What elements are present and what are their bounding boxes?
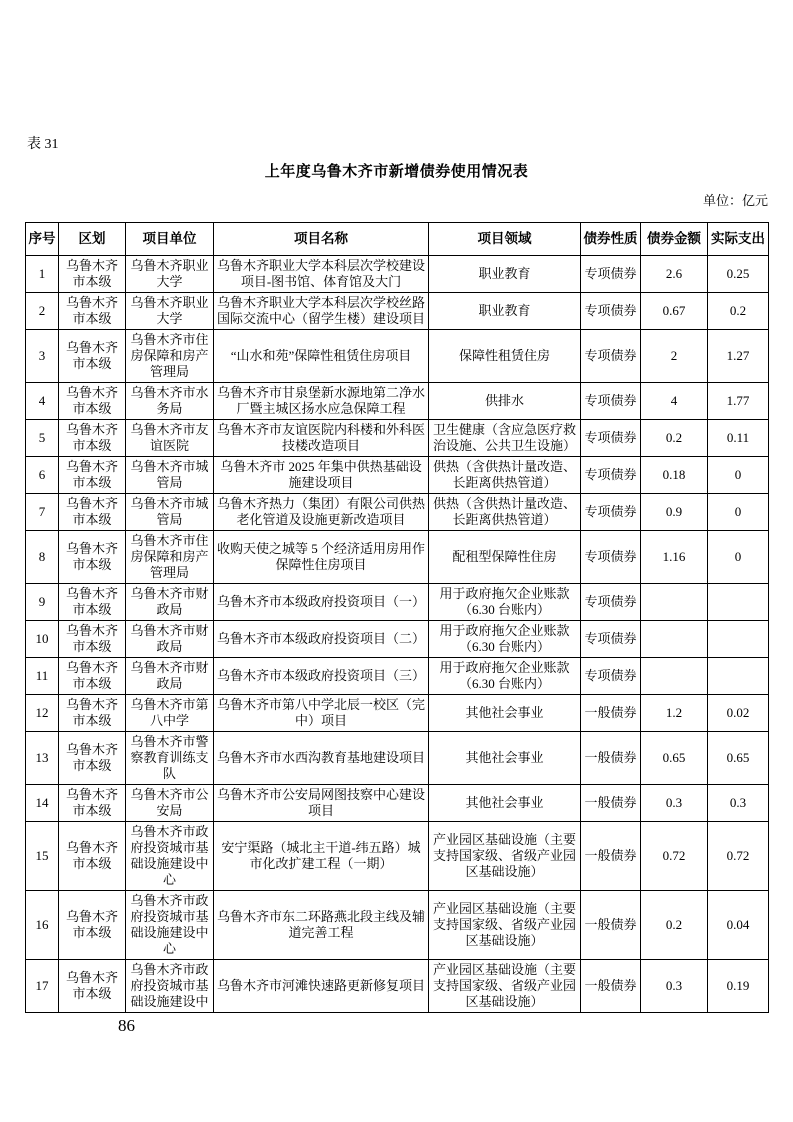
table-cell: 产业园区基础设施（主要支持国家级、省级产业园区基础设施）	[429, 891, 581, 960]
column-header: 项目领域	[429, 223, 581, 256]
table-cell: 配租型保障性住房	[429, 531, 581, 584]
table-cell: 17	[26, 960, 59, 1013]
table-cell: 4	[26, 383, 59, 420]
table-cell: 供热（含供热计量改造、长距离供热管道）	[429, 457, 581, 494]
table-cell: 2.6	[641, 256, 708, 293]
table-row	[26, 621, 769, 658]
table-cell: 乌鲁木齐市财政局	[126, 621, 214, 658]
table-cell: 保障性租赁住房	[429, 330, 581, 383]
table-cell: 乌鲁木齐市政府投资城市基础设施建设中心	[126, 822, 214, 891]
table-cell: 0.18	[641, 457, 708, 494]
column-header: 债券金额	[641, 223, 708, 256]
table-cell: 乌鲁木齐市政府投资城市基础设施建设中心	[126, 891, 214, 960]
column-header: 项目单位	[126, 223, 214, 256]
table-cell: 收购天使之城等 5 个经济适用房用作保障性住房项目	[214, 531, 429, 584]
table-cell: 乌鲁木齐职业大学本科层次学校丝路国际交流中心（留学生楼）建设项目	[214, 293, 429, 330]
table-cell: 1.16	[641, 531, 708, 584]
page-number: 86	[118, 1016, 135, 1035]
table-cell: 乌鲁木齐市河滩快速路更新修复项目	[214, 960, 429, 1013]
table-cell: 专项债券	[581, 293, 641, 330]
table-cell: 用于政府拖欠企业账款（6.30 台账内）	[429, 621, 581, 658]
table-cell: 一般债券	[581, 732, 641, 785]
table-cell: 乌鲁木齐市友谊医院内科楼和外科医技楼改造项目	[214, 420, 429, 457]
table-cell: 1	[26, 256, 59, 293]
table-cell: 乌鲁木齐市财政局	[126, 584, 214, 621]
table-cell: 0.3	[641, 960, 708, 1013]
table-cell: 乌鲁木齐市本级	[59, 531, 126, 584]
table-cell: 乌鲁木齐市本级	[59, 494, 126, 531]
table-cell	[708, 584, 769, 621]
table-row	[26, 785, 769, 822]
table-cell: 乌鲁木齐市水西沟教育基地建设项目	[214, 732, 429, 785]
table-cell: 乌鲁木齐市本级	[59, 785, 126, 822]
table-row	[26, 960, 769, 1013]
table-cell: 一般债券	[581, 891, 641, 960]
table-cell: 0.04	[708, 891, 769, 960]
column-header: 序号	[26, 223, 59, 256]
table-row	[26, 584, 769, 621]
table-cell: 乌鲁木齐市东二环路燕北段主线及辅道完善工程	[214, 891, 429, 960]
table-cell: 9	[26, 584, 59, 621]
table-cell: 乌鲁木齐市公安局网图技察中心建设项目	[214, 785, 429, 822]
table-cell: 0	[708, 531, 769, 584]
table-cell: 其他社会事业	[429, 732, 581, 785]
table-row	[26, 891, 769, 960]
table-cell: 乌鲁木齐市本级	[59, 822, 126, 891]
table-cell: 用于政府拖欠企业账款（6.30 台账内）	[429, 584, 581, 621]
table-cell: 8	[26, 531, 59, 584]
table-cell: 其他社会事业	[429, 695, 581, 732]
table-cell: 1.77	[708, 383, 769, 420]
table-cell: 乌鲁木齐职业大学本科层次学校建设项目-图书馆、体育馆及大门	[214, 256, 429, 293]
table-cell: 乌鲁木齐市本级	[59, 584, 126, 621]
table-cell: 乌鲁木齐市本级政府投资项目（二）	[214, 621, 429, 658]
table-cell: 10	[26, 621, 59, 658]
table-cell: 产业园区基础设施（主要支持国家级、省级产业园区基础设施）	[429, 822, 581, 891]
table-cell: 乌鲁木齐市本级	[59, 891, 126, 960]
table-cell: 乌鲁木齐市第八中学	[126, 695, 214, 732]
table-cell: 1.2	[641, 695, 708, 732]
table-cell: 乌鲁木齐市本级政府投资项目（一）	[214, 584, 429, 621]
table-cell: 乌鲁木齐市本级	[59, 658, 126, 695]
table-cell: 15	[26, 822, 59, 891]
table-cell: 一般债券	[581, 695, 641, 732]
table-cell: 一般债券	[581, 785, 641, 822]
table-cell: 0.2	[708, 293, 769, 330]
table-cell: 产业园区基础设施（主要支持国家级、省级产业园区基础设施）	[429, 960, 581, 1013]
table-cell: 其他社会事业	[429, 785, 581, 822]
bond-usage-table	[25, 222, 769, 1013]
table-number-label: 表 31	[27, 137, 59, 152]
table-cell: 0.25	[708, 256, 769, 293]
table-cell: 14	[26, 785, 59, 822]
table-cell: 0.72	[641, 822, 708, 891]
page-title: 上年度乌鲁木齐市新增债券使用情况表	[264, 164, 529, 180]
table-row	[26, 420, 769, 457]
table-cell: 0.9	[641, 494, 708, 531]
table-body	[26, 256, 769, 1013]
table-cell: 乌鲁木齐市本级	[59, 330, 126, 383]
table-cell: 6	[26, 457, 59, 494]
table-cell: 乌鲁木齐市本级	[59, 256, 126, 293]
table-cell: 2	[26, 293, 59, 330]
table-cell: 12	[26, 695, 59, 732]
table-header-row	[26, 223, 769, 256]
table-cell: 乌鲁木齐市本级	[59, 621, 126, 658]
table-cell: 0.67	[641, 293, 708, 330]
table-cell: 乌鲁木齐市城管局	[126, 457, 214, 494]
table-cell: 供排水	[429, 383, 581, 420]
table-cell: 3	[26, 330, 59, 383]
unit-note: 单位：亿元	[702, 193, 768, 208]
table-row	[26, 658, 769, 695]
table-cell: 0.65	[641, 732, 708, 785]
table-cell: 专项债券	[581, 584, 641, 621]
table-cell: 乌鲁木齐市本级	[59, 457, 126, 494]
table-cell: 专项债券	[581, 256, 641, 293]
table-cell: 专项债券	[581, 383, 641, 420]
table-row	[26, 531, 769, 584]
table-row	[26, 732, 769, 785]
column-header: 区划	[59, 223, 126, 256]
table-cell: 乌鲁木齐市政府投资城市基础设施建设中	[126, 960, 214, 1013]
table-cell: 乌鲁木齐市甘泉堡新水源地第二净水厂暨主城区扬水应急保障工程	[214, 383, 429, 420]
table-cell: 0	[708, 457, 769, 494]
table-cell: 安宁渠路（城北主干道-纬五路）城市化改扩建工程（一期）	[214, 822, 429, 891]
table-cell: 专项债券	[581, 658, 641, 695]
table-cell	[641, 621, 708, 658]
table-cell: 0.2	[641, 891, 708, 960]
table-cell: 0	[708, 494, 769, 531]
table-row	[26, 457, 769, 494]
table-cell: 0.11	[708, 420, 769, 457]
table-cell: 7	[26, 494, 59, 531]
table-cell: 一般债券	[581, 960, 641, 1013]
table-cell: 乌鲁木齐市第八中学北辰一校区（完中）项目	[214, 695, 429, 732]
table-cell: “山水和苑”保障性租赁住房项目	[214, 330, 429, 383]
table-cell: 专项债券	[581, 420, 641, 457]
table-row	[26, 494, 769, 531]
table-cell: 5	[26, 420, 59, 457]
table-cell: 乌鲁木齐市 2025 年集中供热基础设施建设项目	[214, 457, 429, 494]
table-cell: 专项债券	[581, 531, 641, 584]
table-cell: 乌鲁木齐职业大学	[126, 256, 214, 293]
table-cell: 13	[26, 732, 59, 785]
table-cell: 专项债券	[581, 330, 641, 383]
table-row	[26, 383, 769, 420]
table-cell: 乌鲁木齐市友谊医院	[126, 420, 214, 457]
table-cell: 专项债券	[581, 457, 641, 494]
table-cell: 职业教育	[429, 256, 581, 293]
table-cell: 乌鲁木齐市警察教育训练支队	[126, 732, 214, 785]
table-cell: 乌鲁木齐市住房保障和房产管理局	[126, 531, 214, 584]
table-row	[26, 293, 769, 330]
table-cell: 卫生健康（含应急医疗救治设施、公共卫生设施）	[429, 420, 581, 457]
table-cell: 16	[26, 891, 59, 960]
table-cell: 一般债券	[581, 822, 641, 891]
table-cell	[641, 584, 708, 621]
table-cell: 乌鲁木齐市本级	[59, 960, 126, 1013]
table-header	[26, 223, 769, 256]
table-cell: 乌鲁木齐市水务局	[126, 383, 214, 420]
column-header: 实际支出	[708, 223, 769, 256]
table-row	[26, 822, 769, 891]
table-cell: 供热（含供热计量改造、长距离供热管道）	[429, 494, 581, 531]
table-cell: 0.72	[708, 822, 769, 891]
table-cell: 0.65	[708, 732, 769, 785]
table-cell: 乌鲁木齐市本级政府投资项目（三）	[214, 658, 429, 695]
table-row	[26, 330, 769, 383]
table-cell: 乌鲁木齐职业大学	[126, 293, 214, 330]
table-cell	[708, 621, 769, 658]
table-cell: 乌鲁木齐市本级	[59, 383, 126, 420]
table-cell: 0.02	[708, 695, 769, 732]
table-cell: 0.2	[641, 420, 708, 457]
table-cell: 0.3	[708, 785, 769, 822]
column-header: 债券性质	[581, 223, 641, 256]
table-cell: 乌鲁木齐市本级	[59, 420, 126, 457]
table-cell: 专项债券	[581, 621, 641, 658]
table-cell: 乌鲁木齐市住房保障和房产管理局	[126, 330, 214, 383]
table-cell: 乌鲁木齐市财政局	[126, 658, 214, 695]
table-cell: 乌鲁木齐市本级	[59, 732, 126, 785]
table-cell: 0.3	[641, 785, 708, 822]
table-cell: 乌鲁木齐市公安局	[126, 785, 214, 822]
table-cell	[641, 658, 708, 695]
table-cell: 用于政府拖欠企业账款（6.30 台账内）	[429, 658, 581, 695]
table-cell: 2	[641, 330, 708, 383]
table-cell	[708, 658, 769, 695]
table-cell: 专项债券	[581, 494, 641, 531]
column-header: 项目名称	[214, 223, 429, 256]
table-cell: 0.19	[708, 960, 769, 1013]
table-cell: 1.27	[708, 330, 769, 383]
table-cell: 11	[26, 658, 59, 695]
table-cell: 乌鲁木齐市城管局	[126, 494, 214, 531]
table-row	[26, 695, 769, 732]
table-cell: 乌鲁木齐市本级	[59, 695, 126, 732]
table-cell: 乌鲁木齐热力（集团）有限公司供热老化管道及设施更新改造项目	[214, 494, 429, 531]
table-cell: 4	[641, 383, 708, 420]
table-cell: 乌鲁木齐市本级	[59, 293, 126, 330]
table-cell: 职业教育	[429, 293, 581, 330]
table-row	[26, 256, 769, 293]
